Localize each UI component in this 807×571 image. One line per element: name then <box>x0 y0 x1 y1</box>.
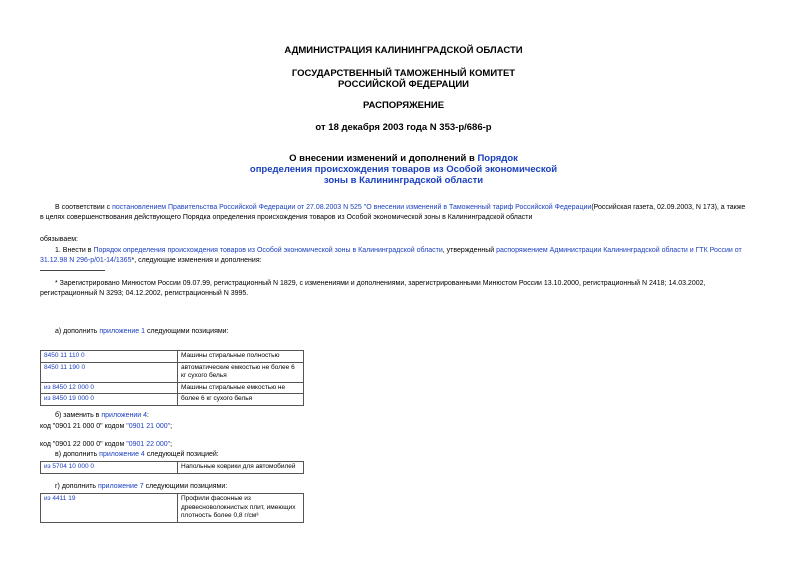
table-appendix-4 <box>40 461 304 474</box>
title-link-2[interactable]: определения происхождения товаров из Особой экономической <box>249 164 558 175</box>
desc-cell: более 6 кг сухого белья <box>178 394 304 406</box>
code-cell[interactable]: из 5704 10 000 0 <box>41 462 178 474</box>
obliges-text: обязываем: <box>40 236 78 243</box>
table-row <box>41 462 304 474</box>
code-0901-21-link[interactable]: "0901 21 000" <box>126 423 171 430</box>
procedure-link[interactable]: Порядок определения происхождения товаров из Особой экономической зоны в Калининградской области <box>93 247 443 254</box>
code-cell[interactable]: из 4411 19 <box>41 494 178 523</box>
part-b-row-2: код "0901 22 000 0" кодом "0901 22 000"; <box>40 441 173 448</box>
document-date: от 18 декабря 2003 года N 353-р/686-р <box>315 122 492 133</box>
item-1-line-2: 31.12.98 N 296-р/01-14/1365*, следующие изменения и дополнения: <box>40 257 262 264</box>
part-v-text: в) дополнить приложение 4 следующей позицией: <box>55 451 219 458</box>
table-row <box>41 494 304 523</box>
desc-cell: Профили фасонные из древесноволокнистых плит, имеющих плотность более 0,8 г/см³ <box>178 494 304 523</box>
title-prefix: О внесении изменений и дополнений в <box>289 153 478 164</box>
code-0901-22-link[interactable]: "0901 22 000" <box>126 441 171 448</box>
part-b-text: б) заменить в приложении 4: <box>55 412 149 419</box>
desc-cell: Машины стиральные емкостью не <box>178 382 304 394</box>
title-link-1[interactable]: Порядок <box>477 153 518 164</box>
table-row <box>41 351 304 363</box>
table-row <box>41 362 304 382</box>
desc-cell: Напольные коврики для автомобилей <box>178 462 304 474</box>
footnote-line-2: регистрационный N 3293; 04.12.2002, регистрационный N 3995. <box>40 290 249 297</box>
committee-line-1: ГОСУДАРСТВЕННЫЙ ТАМОЖЕННЫЙ КОМИТЕТ <box>291 68 516 79</box>
table-row <box>41 394 304 406</box>
part-a-text: а) дополнить приложение 1 следующими позициями: <box>55 328 229 335</box>
title-line-1 <box>0 153 807 164</box>
appendix-4-link[interactable]: приложении 4 <box>101 412 148 419</box>
title-link-3[interactable]: зоны в Калининградской области <box>323 175 484 186</box>
table-appendix-1 <box>40 350 304 406</box>
code-cell[interactable]: из 8450 12 000 0 <box>41 382 178 394</box>
code-cell[interactable]: 8450 11 110 0 <box>41 351 178 363</box>
part-g-text: г) дополнить приложение 7 следующими позициями: <box>55 483 228 490</box>
table-row <box>41 382 304 394</box>
preamble-line-2: в целях совершенствования действующего Порядка определения происхождения товаров из Особой экономической зоны в Калининградской области <box>40 214 533 221</box>
resolution-link[interactable]: постановлением Правительства Российской Федерации от 27.08.2003 N 525 "О внесении изменений в Таможенный тариф Российской Федерации <box>112 204 592 211</box>
document-type: РАСПОРЯЖЕНИЕ <box>362 100 445 111</box>
desc-cell: Машины стиральные полностью <box>178 351 304 363</box>
part-b-row-1: код "0901 21 000 0" кодом "0901 21 000"; <box>40 423 173 430</box>
footnote-divider <box>40 270 105 271</box>
table-appendix-7 <box>40 493 304 523</box>
appendix-4-add-link[interactable]: приложение 4 <box>99 451 145 458</box>
authority-line: АДМИНИСТРАЦИЯ КАЛИНИНГРАДСКОЙ ОБЛАСТИ <box>284 45 523 56</box>
order-number-link[interactable]: 31.12.98 N 296-р/01-14/1365 <box>40 257 132 264</box>
appendix-1-link[interactable]: приложение 1 <box>99 328 145 335</box>
preamble-line-1: В соответствии с постановлением Правительства Российской Федерации от 27.08.2003 N 525 "О внесении изменений в Таможенный тариф Российской Федерации(Российская газета, 02.09.2003, N 173), а также <box>55 204 746 211</box>
appendix-7-link[interactable]: приложение 7 <box>98 483 144 490</box>
item-1-line-1: 1. Внести в Порядок определения происхождения товаров из Особой экономической зоны в Калининградской области, утвержденный распоряжением Администрации Калининградской области и ГТК России от <box>55 247 742 254</box>
footnote-line-1: * Зарегистрировано Минюстом России 09.07.99, регистрационный N 1829, с изменениями и дополнениями, зарегистрированными Минюстом России 13.10.2000, регистрационный N 2418; 14.03.2002, <box>55 280 706 287</box>
code-cell[interactable]: из 8450 19 000 0 <box>41 394 178 406</box>
committee-line-2: РОССИЙСКОЙ ФЕДЕРАЦИИ <box>337 79 469 90</box>
desc-cell: автоматические емкостью не более 6 кг сухого белья <box>178 362 304 382</box>
code-cell[interactable]: 8450 11 190 0 <box>41 362 178 382</box>
order-link[interactable]: распоряжением Администрации Калининградской области и ГТК России от <box>496 247 742 254</box>
